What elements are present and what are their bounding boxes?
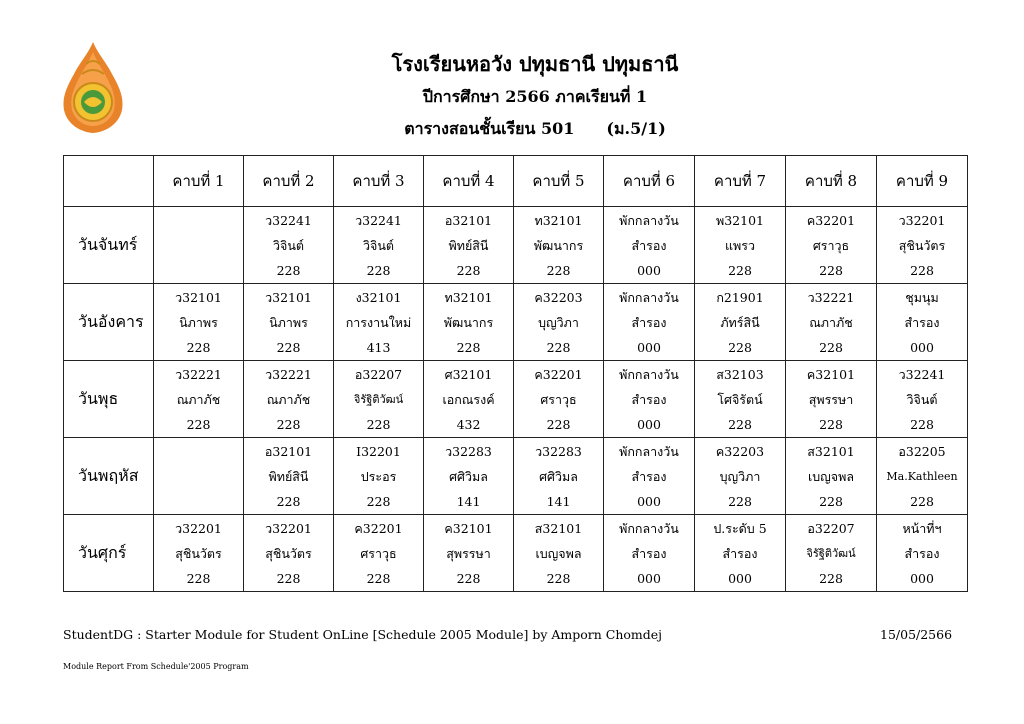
school-title: โรงเรียนหอวัง ปทุมธานี ปทุมธานี <box>391 52 679 76</box>
day-label: วันอังคาร <box>64 284 154 361</box>
schedule-cell <box>604 284 695 361</box>
room-number: 228 <box>910 262 934 278</box>
subject-code: ว32283 <box>535 443 582 459</box>
room-number: 228 <box>819 339 843 355</box>
period-header: คาบที่ 7 <box>695 156 786 207</box>
subject-code: ก21901 <box>716 289 764 305</box>
room-number: 413 <box>366 339 391 355</box>
schedule-cell <box>154 207 244 284</box>
schedule-cell <box>154 284 244 361</box>
period-header: คาบที่ 5 <box>514 156 604 207</box>
subject-code: อ32101 <box>264 443 313 459</box>
schedule-cell <box>877 361 968 438</box>
subject-code: ว32221 <box>807 289 855 305</box>
room-number: 000 <box>637 493 661 509</box>
subject-code: ค32203 <box>715 443 765 459</box>
schedule-cell <box>695 361 786 438</box>
teacher-name: เบญจพล <box>535 545 582 561</box>
schedule-label: ตารางสอนชั้นเรียน 501 <box>404 119 575 138</box>
schedule-cell <box>154 515 244 592</box>
subject-code: ชุมนุม <box>905 289 939 305</box>
room-number: 228 <box>728 262 752 278</box>
room-number: 228 <box>276 416 301 432</box>
teacher-name: วิจินต์ <box>272 237 304 253</box>
teacher-name: โศจิรัตน์ <box>717 391 763 407</box>
schedule-cell <box>604 438 695 515</box>
teacher-name: การงานใหม่ <box>345 314 412 330</box>
schedule-cell <box>786 438 877 515</box>
room-number: 228 <box>456 570 481 586</box>
teacher-name: พัฒนากร <box>533 237 584 253</box>
subject-code: ว32241 <box>898 366 946 382</box>
subject-code: พ32101 <box>715 212 764 228</box>
subject-code: ค32201 <box>806 212 856 228</box>
room-number: 000 <box>910 570 934 586</box>
teacher-name: วิจินต์ <box>906 391 938 407</box>
schedule-cell <box>877 515 968 592</box>
schedule-cell <box>514 284 604 361</box>
day-label: วันพฤหัส <box>64 438 154 515</box>
teacher-name: สุชินวัตร <box>175 545 222 561</box>
subject-code: พักกลางวัน <box>619 289 679 305</box>
room-number: 000 <box>728 570 752 586</box>
subject-code: ว32221 <box>175 366 222 382</box>
schedule-cell <box>244 207 334 284</box>
subject-code: พักกลางวัน <box>619 443 679 459</box>
schedule-cell <box>695 207 786 284</box>
subject-code: ส32103 <box>716 366 764 382</box>
room-number: 228 <box>366 416 391 432</box>
room-number: 228 <box>728 416 752 432</box>
teacher-name: Ma.Kathleen <box>886 469 958 483</box>
teacher-name: ณภาภัช <box>176 391 221 407</box>
schedule-cell <box>514 207 604 284</box>
schedule-cell <box>514 438 604 515</box>
day-label: วันศุกร์ <box>64 515 154 592</box>
teacher-name: สำรอง <box>904 314 940 330</box>
teacher-name: นิภาพร <box>179 314 218 330</box>
period-header: คาบที่ 6 <box>604 156 695 207</box>
room-number: 228 <box>186 416 211 432</box>
schedule-cell <box>334 361 424 438</box>
room-number: 432 <box>456 416 481 432</box>
teacher-name: ศศิวิมล <box>539 468 578 484</box>
room-number: 228 <box>728 493 752 509</box>
class-code: (ม.5/1) <box>606 119 666 138</box>
teacher-name: ภัทร์สินี <box>720 314 760 330</box>
period-header: คาบที่ 4 <box>424 156 514 207</box>
term-title: ปีการศึกษา 2566 ภาคเรียนที่ 1 <box>422 87 648 106</box>
teacher-name: พิทย์สินี <box>268 468 309 484</box>
subject-code: ป.ระดับ 5 <box>713 520 767 536</box>
room-number: 228 <box>366 493 391 509</box>
room-number: 228 <box>276 339 301 355</box>
room-number: 228 <box>276 493 301 509</box>
school-emblem-icon <box>58 40 128 135</box>
schedule-cell <box>334 438 424 515</box>
subject-code: ว32201 <box>265 520 312 536</box>
subject-code: ส32101 <box>807 443 855 459</box>
teacher-name: สำรอง <box>631 391 667 407</box>
room-number: 228 <box>910 493 934 509</box>
room-number: 141 <box>456 493 481 509</box>
room-number: 228 <box>366 570 391 586</box>
teacher-name: เอกณรงค์ <box>442 391 495 407</box>
schedule-cell <box>334 207 424 284</box>
teacher-name: แพรว <box>724 237 756 253</box>
teacher-name: เบญจพล <box>807 468 855 484</box>
subject-code: ค32201 <box>534 366 583 382</box>
room-number: 000 <box>637 339 661 355</box>
period-header: คาบที่ 3 <box>334 156 424 207</box>
room-number: 228 <box>456 339 481 355</box>
schedule-cell <box>877 284 968 361</box>
teacher-name: จิรัฐิติวัฒน์ <box>806 546 856 560</box>
room-number: 228 <box>819 416 843 432</box>
subject-code: ส32101 <box>534 520 583 536</box>
schedule-cell <box>514 361 604 438</box>
room-number: 000 <box>637 262 661 278</box>
corner-cell <box>64 156 154 207</box>
table-row <box>64 438 968 515</box>
subject-code: ว32101 <box>265 289 312 305</box>
schedule-cell <box>604 515 695 592</box>
footer-note: Module Report From Schedule'2005 Program <box>63 662 249 671</box>
schedule-cell <box>424 515 514 592</box>
schedule-cell <box>514 515 604 592</box>
subject-code: พักกลางวัน <box>619 366 679 382</box>
subject-code: ค32101 <box>444 520 493 536</box>
subject-code: พักกลางวัน <box>619 212 679 228</box>
subject-code: ท32101 <box>534 212 583 228</box>
subject-code: ง32101 <box>355 289 402 305</box>
subject-code: ค32201 <box>354 520 403 536</box>
teacher-name: สุพรรษา <box>446 545 491 561</box>
room-number: 228 <box>546 416 571 432</box>
subject-code: ว32201 <box>175 520 222 536</box>
schedule-cell <box>244 284 334 361</box>
schedule-cell <box>786 284 877 361</box>
room-number: 228 <box>276 570 301 586</box>
subject-code: ว32241 <box>355 212 402 228</box>
teacher-name: สำรอง <box>631 545 667 561</box>
teacher-name: ศราวุธ <box>540 391 577 407</box>
room-number: 000 <box>637 570 661 586</box>
footer-date: 15/05/2566 <box>880 627 953 642</box>
day-label: วันจันทร์ <box>64 207 154 284</box>
period-header: คาบที่ 2 <box>244 156 334 207</box>
subject-code: อ32101 <box>444 212 493 228</box>
room-number: 141 <box>546 493 571 509</box>
table-row <box>64 207 968 284</box>
schedule-cell <box>424 284 514 361</box>
period-header: คาบที่ 9 <box>877 156 968 207</box>
subject-code: ว32101 <box>175 289 222 305</box>
schedule-cell <box>604 361 695 438</box>
teacher-name: พิทย์สินี <box>448 237 489 253</box>
subject-code: หน้าที่ฯ <box>902 520 942 536</box>
room-number: 000 <box>910 339 934 355</box>
subject-code: ศ32101 <box>444 366 493 382</box>
room-number: 228 <box>186 339 211 355</box>
teacher-name: ณภาภัช <box>809 314 853 330</box>
schedule-cell <box>154 361 244 438</box>
room-number: 228 <box>819 570 843 586</box>
teacher-name: ศศิวิมล <box>449 468 488 484</box>
schedule-table <box>63 155 968 592</box>
subject-code: ว32283 <box>445 443 492 459</box>
schedule-cell <box>786 515 877 592</box>
teacher-name: ประอร <box>360 468 397 484</box>
schedule-cell <box>334 515 424 592</box>
teacher-name: บุญวิภา <box>719 468 761 484</box>
teacher-name: สุชินวัตร <box>898 237 946 253</box>
schedule-cell <box>695 515 786 592</box>
teacher-name: พัฒนากร <box>443 314 494 330</box>
teacher-name: บุญวิภา <box>538 314 579 330</box>
table-row <box>64 515 968 592</box>
teacher-name: ศราวุธ <box>812 237 850 253</box>
teacher-name: สำรอง <box>631 237 667 253</box>
schedule-cell <box>877 438 968 515</box>
schedule-cell <box>244 515 334 592</box>
subject-code: ค32101 <box>806 366 856 382</box>
teacher-name: สำรอง <box>904 545 940 561</box>
header-row <box>64 156 968 207</box>
subject-code: I32201 <box>356 443 401 459</box>
schedule-cell <box>334 284 424 361</box>
room-number: 000 <box>637 416 661 432</box>
teacher-name: นิภาพร <box>269 314 308 330</box>
schedule-cell <box>244 438 334 515</box>
subject-code: ว32241 <box>265 212 312 228</box>
schedule-cell <box>424 361 514 438</box>
teacher-name: ศราวุธ <box>360 545 397 561</box>
teacher-name: สำรอง <box>722 545 758 561</box>
schedule-cell <box>786 361 877 438</box>
subject-code: อ32207 <box>807 520 855 536</box>
room-number: 228 <box>456 262 481 278</box>
teacher-name: ณภาภัช <box>266 391 311 407</box>
schedule-cell <box>604 207 695 284</box>
subject-code: ท32101 <box>444 289 493 305</box>
schedule-cell <box>877 207 968 284</box>
room-number: 228 <box>546 570 571 586</box>
room-number: 228 <box>546 339 571 355</box>
teacher-name: วิจินต์ <box>362 237 394 253</box>
schedule-cell <box>786 207 877 284</box>
subject-code: ว32221 <box>265 366 312 382</box>
room-number: 228 <box>910 416 934 432</box>
schedule-cell <box>424 207 514 284</box>
room-number: 228 <box>366 262 391 278</box>
schedule-cell <box>424 438 514 515</box>
teacher-name: สำรอง <box>631 314 667 330</box>
subject-code: อ32205 <box>898 443 946 459</box>
room-number: 228 <box>546 262 571 278</box>
room-number: 228 <box>186 570 211 586</box>
schedule-cell <box>154 438 244 515</box>
period-header: คาบที่ 1 <box>154 156 244 207</box>
teacher-name: จิรัฐิติวัฒน์ <box>353 392 404 406</box>
room-number: 228 <box>276 262 301 278</box>
subject-code: อ32207 <box>354 366 403 382</box>
day-label: วันพุธ <box>64 361 154 438</box>
teacher-name: สำรอง <box>631 468 667 484</box>
footer-credit: StudentDG : Starter Module for Student OnLine [Schedule 2005 Module] by Amporn Chomdej <box>63 627 663 642</box>
schedule-cell <box>695 438 786 515</box>
period-header: คาบที่ 8 <box>786 156 877 207</box>
table-row <box>64 284 968 361</box>
schedule-cell <box>244 361 334 438</box>
room-number: 228 <box>819 493 843 509</box>
subject-code: ว32201 <box>898 212 946 228</box>
schedule-cell <box>695 284 786 361</box>
teacher-name: สุพรรษา <box>808 391 854 407</box>
schedule-title <box>250 117 820 142</box>
teacher-name: สุชินวัตร <box>265 545 312 561</box>
room-number: 228 <box>728 339 752 355</box>
table-row <box>64 361 968 438</box>
room-number: 228 <box>819 262 843 278</box>
subject-code: พักกลางวัน <box>619 520 679 536</box>
subject-code: ค32203 <box>534 289 583 305</box>
